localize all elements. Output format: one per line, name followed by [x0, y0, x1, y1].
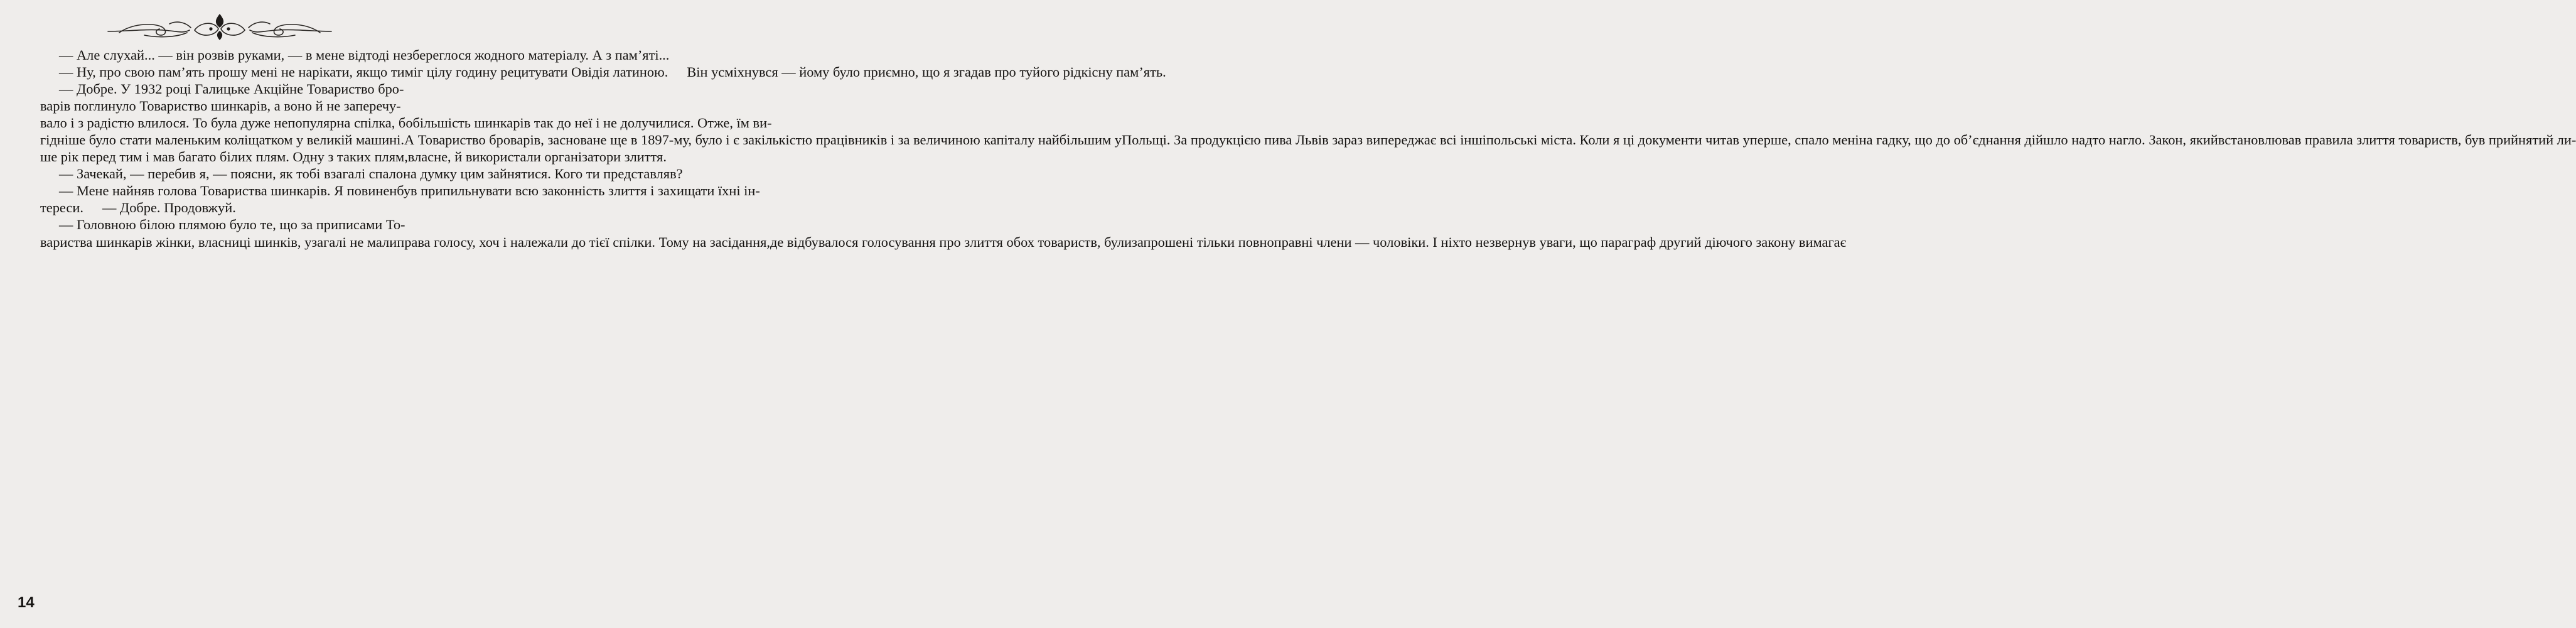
text-line: А Товариство броварів, засноване ще в 1897-му, було і є за [404, 132, 755, 148]
text-line: Польщі. За продукцією пива Львів зараз випереджає всі інші [1121, 132, 1486, 148]
text-line: Він усміхнувся — йому було приємно, що я згадав про ту [687, 64, 1033, 80]
text-line: на думку цим зайнятися. Кого ти представляв? [403, 166, 683, 182]
page-number: 14 [18, 594, 35, 611]
text-line: тереси. [40, 200, 83, 216]
text-line: — Добре. У 1932 році Галицьке Акційне Товариство бро- [59, 81, 404, 97]
text-line: власне, й використали організатори злиття. [407, 149, 667, 165]
text-line: — Мене найняв голова Товариства шинкарів. Я повинен [59, 183, 397, 199]
text-line: його рідкісну пам’ять. [1033, 64, 1166, 80]
text-line: — Зачекай, — перебив я, — поясни, як тобі взагалі спало [59, 166, 404, 182]
text-line: ше рік перед тим і мав багато білих плям. Одну з таких плям, [40, 149, 408, 165]
text-line: кількістю працівників і за величиною капіталу найбільшим у [754, 132, 1122, 148]
text-line: запрошені тільки повноправні члени — чоловіки. І ніхто не [1132, 234, 1489, 250]
text-line: звернув уваги, що параграф другий діючого закону вимагає [1489, 234, 1847, 250]
text-line: вариства шинкарів жінки, власниці шинків, узагалі не мали [40, 234, 397, 250]
text-line: гідніше було стати маленьким коліщатком у великій машині. [40, 132, 404, 148]
page-body-text [40, 46, 2576, 251]
text-line: більшість шинкарів так до неї і не долучилися. Отже, їм ви- [412, 115, 772, 131]
text-line: встановлював правила злиття товариств, був прийнятий ли- [2218, 132, 2576, 148]
text-line: — Але слухай... — він розвів руками, — в мене відтоді не [59, 47, 407, 63]
text-line: міг цілу годину рецитувати Овідія латиною. [404, 64, 668, 80]
text-line: на гадку, що до об’єднання дійшло надто нагло. Закон, який [1859, 132, 2218, 148]
text-line: варів поглинуло Товариство шинкарів, а воно й не заперечу- [40, 98, 401, 114]
text-line: права голосу, хоч і належали до тієї спілки. Тому на засідання, [397, 234, 770, 250]
text-line: — Добре. Продовжуй. [102, 200, 236, 216]
text-line: де відбувалося голосування про злиття обох товариств, були [770, 234, 1132, 250]
text-line: збереглося жодного матеріалу. А з пам’яті... [407, 47, 670, 63]
text-line: був припильнувати всю законність злиття і захищати їхні ін- [397, 183, 760, 199]
text-line: польські міста. Коли я ці документи читав уперше, спало мені [1486, 132, 1859, 148]
decorative-flourish-ornament [107, 10, 333, 43]
text-line: вало і з радістю влилося. То була дуже непопулярна спілка, бо [40, 115, 413, 131]
text-line: — Ну, про свою пам’ять прошу мені не нарікати, якщо ти [59, 64, 405, 80]
text-line: — Головною білою плямою було те, що за приписами То- [59, 217, 405, 233]
